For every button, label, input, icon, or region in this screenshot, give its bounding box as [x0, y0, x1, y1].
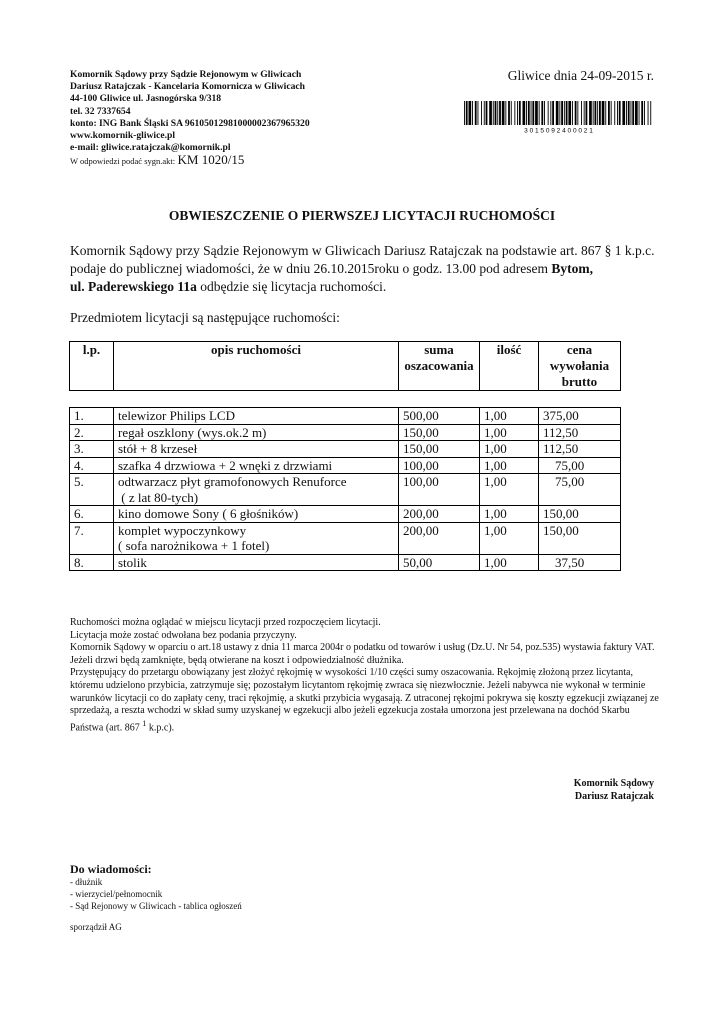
row-valuation: 200,00: [399, 522, 480, 554]
row-description: telewizor Philips LCD: [114, 408, 399, 425]
row-quantity: 1,00: [480, 506, 539, 523]
table-row: [70, 457, 621, 474]
row-valuation: 50,00: [399, 554, 480, 571]
col-header-valuation-2: oszacowania: [404, 358, 474, 373]
signature-title: Komornik Sądowy: [573, 778, 654, 789]
note-cancellation: Licytacja może zostać odwołana bez podania przyczyny.: [70, 629, 297, 641]
list-item: - wierzyciel/pełnomocnik: [70, 889, 163, 899]
barcode-bar: [486, 101, 488, 125]
row-description: kino domowe Sony ( 6 głośników): [114, 506, 399, 523]
barcode-bar: [626, 101, 627, 125]
note-viewing: Ruchomości można oglądać w miejscu licytacji przed rozpoczęciem licytacji.: [70, 617, 381, 628]
barcode-bar: [517, 101, 518, 125]
row-valuation: 100,00: [399, 457, 480, 474]
barcode-bar: [584, 101, 585, 125]
barcode-bar: [541, 101, 543, 125]
barcode-bar: [564, 101, 565, 125]
note-vat: Komornik Sądowy w oparciu o art.18 ustawy z dnia 11 marca 2004r o podatku od towarów i usług (Dz.U. Nr 54, poz.535) wystawia faktury VAT.: [70, 642, 655, 654]
table-row: [70, 424, 621, 441]
note-deposit: [70, 667, 660, 734]
barcode-bar: [622, 101, 625, 125]
col-header-price-2: wywołania: [549, 358, 610, 373]
barcode-bar: [556, 101, 559, 125]
barcode-bar: [514, 101, 515, 125]
list-item: - dłużnik: [70, 877, 103, 887]
row-valuation: 100,00: [399, 474, 480, 506]
row-description: regał oszklony (wys.ok.2 m): [114, 424, 399, 441]
row-valuation: 500,00: [399, 408, 480, 425]
row-description: stolik: [114, 554, 399, 571]
signature-name: Dariusz Ratajczak: [574, 791, 654, 802]
auction-notes: [70, 617, 660, 735]
barcode-bar: [632, 101, 634, 125]
intro-text-2: odbędzie się licytacja ruchomości.: [196, 279, 387, 294]
barcode-bar: [589, 101, 592, 125]
barcode-bar: [552, 101, 554, 125]
row-quantity: 1,00: [480, 408, 539, 425]
col-header-price: [539, 342, 621, 391]
table-row: [70, 474, 621, 506]
barcode-bar: [644, 101, 645, 125]
barcode-bar: [650, 101, 651, 125]
barcode-bar: [526, 101, 527, 125]
intro-location-street: ul. Paderewskiego 11a: [70, 279, 197, 294]
barcode-bar: [593, 101, 594, 125]
row-price: 150,00: [539, 506, 621, 523]
barcode-bar: [469, 101, 472, 125]
barcode-bar: [544, 101, 545, 125]
barcode-bar: [475, 101, 477, 125]
barcode-bar: [478, 101, 479, 125]
row-quantity: 1,00: [480, 474, 539, 506]
row-lp: 2.: [70, 424, 114, 441]
barcode-bar: [497, 101, 498, 125]
row-lp: 5.: [70, 474, 114, 506]
row-quantity: 1,00: [480, 522, 539, 554]
barcode-bar: [548, 101, 549, 125]
barcode-bar: [631, 101, 632, 125]
barcode-bar: [614, 101, 615, 125]
barcode-bar: [519, 101, 521, 125]
header-line-phone: tel. 32 7337654: [70, 105, 131, 117]
row-lp: 3.: [70, 441, 114, 458]
document-date: Gliwice dnia 24-09-2015 r.: [507, 68, 654, 83]
col-header-lp: l.p.: [70, 342, 114, 391]
barcode-bar: [472, 101, 473, 125]
barcode-bar: [595, 101, 597, 125]
items-lead-text: Przedmiotem licytacji są następujące ruchomości:: [70, 310, 340, 325]
row-quantity: 1,00: [480, 441, 539, 458]
barcode-bar: [628, 101, 630, 125]
row-price: 112,50: [539, 424, 621, 441]
barcode-bar: [489, 101, 492, 125]
barcode-bar: [535, 101, 538, 125]
bailiff-header: [70, 69, 310, 169]
row-description: szafka 4 drzwiowa + 2 wnęki z drzwiami: [114, 457, 399, 474]
barcode-bar: [499, 101, 501, 125]
barcode-bar: [464, 101, 465, 125]
barcode-bar: [602, 101, 605, 125]
document-title: OBWIESZCZENIE O PIERWSZEJ LICYTACJI RUCHOMOŚCI: [168, 208, 556, 223]
row-description: stół + 8 krzeseł: [114, 441, 399, 458]
row-lp: 4.: [70, 457, 114, 474]
table-row: [70, 441, 621, 458]
row-lp: 1.: [70, 408, 114, 425]
row-valuation: 150,00: [399, 424, 480, 441]
barcode-bar: [481, 101, 482, 125]
barcode-bar: [605, 101, 606, 125]
barcode-bar: [597, 101, 598, 125]
header-line-address: 44-100 Gliwice ul. Jasnogórska 9/318: [70, 93, 222, 105]
row-description: [114, 474, 399, 506]
barcode-bar: [484, 101, 485, 125]
note-deposit-end: k.p.c).: [146, 722, 175, 734]
barcode-bar: [566, 101, 568, 125]
col-header-price-3: brutto: [561, 374, 598, 389]
row-lp: 8.: [70, 554, 114, 571]
barcode-bar: [466, 101, 468, 125]
row-quantity: 1,00: [480, 554, 539, 571]
note-doors: Jeżeli drzwi będą zamknięte, będą otwierane na koszt i odpowiedzialność dłużnika.: [70, 654, 404, 666]
barcode-bar: [505, 101, 506, 125]
barcode-bar: [523, 101, 526, 125]
barcode-bar: [572, 101, 573, 125]
row-price: 112,50: [539, 441, 621, 458]
barcode-bar: [599, 101, 601, 125]
items-table: [69, 407, 621, 571]
note-deposit-text: Przystępujący do przetargu obowiązany jest złożyć rękojmię w wysokości 1/10 części sumy oszacowania. Rękojmię złożoną przez licytanta, któremu udzielono przybicia, zatrzymuje się; pozostałym licytantom rękojmię zwraca się niezwłocznie. Jeżeli nabywca nie wykonał w terminie warunków licytacji co do zapłaty ceny, traci rękojmię, a skutki przybicia wygasają. Z utraconej rękojmi pokrywa się koszty egzekucji związanej ze sprzedażą, a reszta wchodzi w skład sumy uzyskanej w egzekucji albo jeżeli egzekucja została umorzona jest przelewana na dochód Skarbu Państwa (art. 867: [70, 667, 659, 734]
barcode-bar: [532, 101, 534, 125]
barcode-bar: [502, 101, 505, 125]
row-description-line2: ( sofa narożnikowa + 1 fotel): [118, 538, 270, 553]
barcode-bar: [611, 101, 612, 125]
intro-paragraph: [70, 242, 660, 296]
col-header-valuation: [399, 342, 480, 391]
row-valuation: 200,00: [399, 506, 480, 523]
table-row: [70, 554, 621, 571]
col-header-valuation-1: suma: [424, 342, 454, 357]
distribution-title: Do wiadomości:: [70, 862, 152, 876]
barcode-bar: [617, 101, 618, 125]
barcode-digits: 3 0 1 5 0 9 2 4 0 0 0 2 1: [524, 127, 593, 134]
distribution-list: [70, 876, 242, 912]
header-line-email: e-mail: gliwice.ratajczak@komornik.pl: [70, 142, 231, 154]
col-header-price-1: cena: [566, 342, 593, 357]
signature-block: [574, 777, 654, 803]
barcode-bar: [581, 101, 582, 125]
table-row: [70, 522, 621, 554]
intro-location-city: Bytom,: [551, 261, 594, 276]
header-line-website: www.komornik-gliwice.pl: [70, 130, 176, 142]
row-description-line2: ( z lat 80-tych): [118, 489, 199, 505]
list-item: - Sąd Rejonowy w Gliwicach - tablica ogłoszeń: [70, 901, 242, 911]
barcode-bar: [641, 101, 643, 125]
barcode-bar: [508, 101, 510, 125]
barcode-bar: [575, 101, 577, 125]
items-table-header: [69, 341, 621, 391]
barcode-bar: [639, 101, 640, 125]
row-price: 375,00: [539, 408, 621, 425]
row-description-line1: komplet wypoczynkowy: [118, 522, 247, 538]
barcode-bar: [493, 101, 494, 125]
barcode: [463, 101, 654, 134]
barcode-bar: [648, 101, 649, 125]
header-line-account: konto: ING Bank Śląski SA 96105012981000002367965320: [70, 117, 310, 129]
note-deposit-sup: 1: [142, 718, 147, 728]
row-price: 75,00: [539, 474, 621, 506]
barcode-bar: [528, 101, 530, 125]
table-row: [70, 408, 621, 425]
col-header-quantity: ilość: [480, 342, 539, 391]
barcode-bar: [495, 101, 497, 125]
barcode-bar: [511, 101, 512, 125]
table-row: [70, 506, 621, 523]
row-description: [114, 522, 399, 554]
barcode-bar: [531, 101, 532, 125]
barcode-bar: [635, 101, 638, 125]
row-price: 150,00: [539, 522, 621, 554]
barcode-bar: [586, 101, 588, 125]
row-quantity: 1,00: [480, 457, 539, 474]
barcode-bar: [550, 101, 551, 125]
barcode-bar: [568, 101, 571, 125]
row-lp: 7.: [70, 522, 114, 554]
prepared-by: sporządził AG: [70, 922, 122, 932]
col-header-description: opis ruchomości: [114, 342, 399, 391]
reference-label: W odpowiedzi podać sygn.akt:: [70, 156, 176, 167]
reference-number: KM 1020/15: [177, 152, 245, 168]
row-description-line1: odtwarzacz płyt gramofonowych Renuforce: [118, 474, 347, 489]
reference-line: [70, 154, 310, 168]
row-valuation: 150,00: [399, 441, 480, 458]
row-price: 75,00: [539, 457, 621, 474]
intro-text-1: Komornik Sądowy przy Sądzie Rejonowym w Gliwicach Dariusz Ratajczak na podstawie art. 867 § 1 k.p.c. podaje do publicznej wiadomości, że w dniu 26.10.2015roku o godz. 13.00 pod adresem: [70, 243, 655, 276]
barcode-bar: [619, 101, 621, 125]
header-line-office: Komornik Sądowy przy Sądzie Rejonowym w Gliwicach: [70, 69, 302, 80]
barcode-bar: [608, 101, 610, 125]
header-line-name: Dariusz Ratajczak - Kancelaria Komornicza w Gliwicach: [70, 81, 306, 93]
barcode-bar: [577, 101, 578, 125]
row-price: 37,50: [539, 554, 621, 571]
row-quantity: 1,00: [480, 424, 539, 441]
barcode-bar: [539, 101, 540, 125]
barcode-bar: [561, 101, 563, 125]
row-lp: 6.: [70, 506, 114, 523]
barcode-bar: [559, 101, 560, 125]
